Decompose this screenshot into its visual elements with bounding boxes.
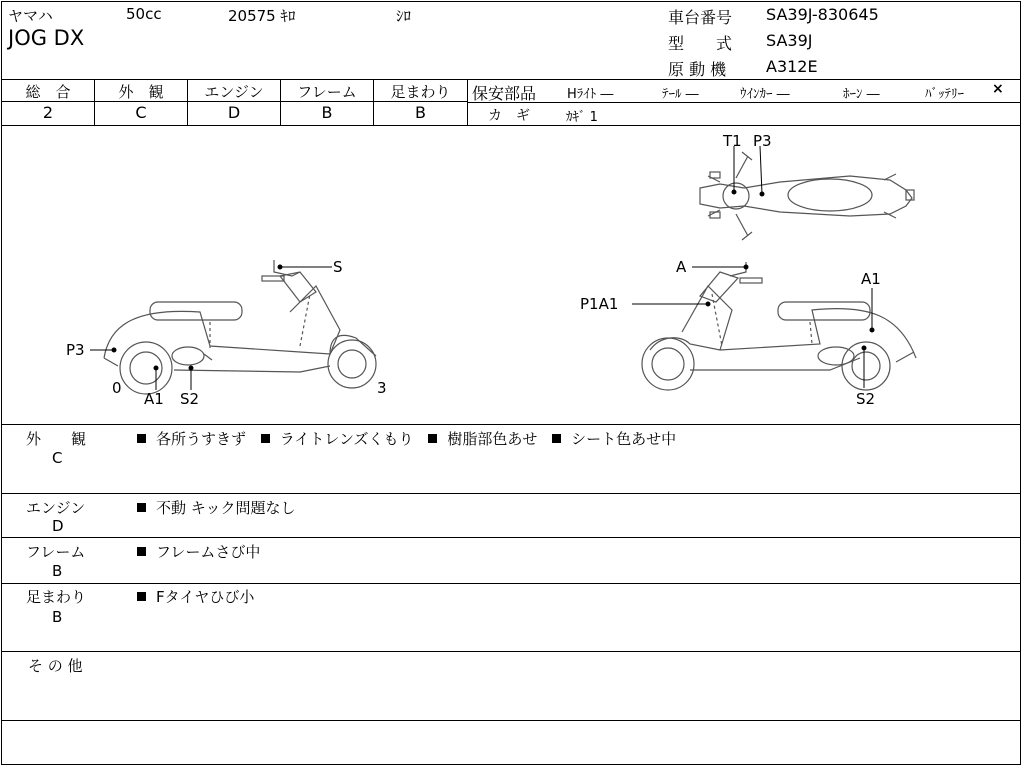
- divider: [467, 79, 468, 125]
- remark-frame-label: フレーム: [26, 543, 86, 561]
- remark-engine-notes: [137, 497, 295, 518]
- engine-grade: D: [227, 103, 241, 122]
- suspension-grade-label: 足まわり: [390, 83, 451, 101]
- type-value: SA39J: [766, 31, 813, 50]
- divider: [1, 651, 1021, 652]
- note: Fタイヤひび小: [156, 588, 255, 606]
- note: シート色あせ中: [571, 430, 677, 448]
- label-left-a1: A1: [144, 390, 164, 408]
- note: 各所うすきず: [156, 430, 247, 448]
- remark-frame-notes: [137, 541, 260, 562]
- label-right-s2: S2: [856, 390, 876, 408]
- label-right-a1: A1: [861, 270, 881, 288]
- frame-grade: B: [321, 103, 333, 122]
- remark-frame-grade: B: [52, 562, 63, 580]
- suspension-grade: B: [415, 103, 426, 122]
- key-value: ｶｷﾞ 1: [566, 110, 598, 125]
- scooter-top-view-drawing: [700, 152, 914, 240]
- remark-engine-grade: D: [52, 517, 64, 535]
- label-top-t1: T1: [723, 132, 742, 150]
- label-right-p1a1: P1A1: [580, 295, 619, 313]
- mileage: 20575 ｷﾛ: [228, 7, 296, 25]
- remark-suspension-notes: [137, 586, 254, 607]
- model-name: JOG DX: [8, 26, 85, 50]
- safety-tail: ﾃｰﾙ ―: [662, 87, 699, 102]
- remark-exterior-label: 外 観: [26, 430, 87, 448]
- type-label: 型 式: [668, 34, 733, 53]
- exterior-label: 外 観: [118, 83, 164, 101]
- note: 不動 キック問題なし: [156, 499, 296, 517]
- note: フレームさび中: [156, 543, 261, 561]
- note: 樹脂部色あせ: [447, 430, 538, 448]
- safety-winker: ｳｲﾝｶｰ ―: [740, 87, 790, 102]
- label-right-a: A: [676, 258, 687, 276]
- remark-suspension-grade: B: [52, 608, 63, 626]
- safety-label: 保安部品: [472, 84, 537, 103]
- damage-diagram: [0, 126, 1022, 424]
- label-top-p3: P3: [753, 132, 772, 150]
- frame-grade-label: フレーム: [297, 83, 357, 101]
- safety-battery: ﾊﾞｯﾃﾘｰ: [925, 87, 964, 102]
- note: ライトレンズくもり: [279, 430, 414, 448]
- divider: [1, 537, 1021, 538]
- scooter-left-view-drawing: [104, 260, 376, 394]
- divider: [1, 720, 1021, 721]
- key-label: カ ギ: [488, 108, 530, 124]
- label-left-s2: S2: [180, 390, 200, 408]
- displacement: 50cc: [126, 5, 162, 23]
- label-left-3: 3: [377, 379, 387, 397]
- engine-label: 原 動 機: [668, 60, 727, 79]
- remark-suspension-label: 足まわり: [26, 588, 87, 606]
- divider: [468, 102, 1021, 103]
- frame-no-label: 車台番号: [668, 8, 733, 27]
- remark-other-label: そ の 他: [28, 657, 83, 675]
- divider: [1, 79, 1021, 80]
- divider: [1, 424, 1021, 425]
- maker: ヤマハ: [8, 7, 53, 25]
- engine-grade-label: エンジン: [204, 83, 264, 101]
- divider: [1, 493, 1021, 494]
- remark-exterior-notes: [137, 428, 676, 449]
- engine-value: A312E: [766, 57, 818, 76]
- safety-h-light: Hﾗｲﾄ ―: [567, 87, 614, 102]
- battery-mark: ×: [992, 81, 1004, 97]
- label-left-s: S: [333, 258, 343, 276]
- label-left-0: 0: [112, 379, 122, 397]
- divider: [1, 583, 1021, 584]
- color: ｼﾛ: [396, 7, 412, 25]
- overall-label: 総 合: [25, 83, 71, 101]
- safety-horn: ﾎｰﾝ ―: [843, 87, 880, 102]
- frame-no: SA39J-830645: [766, 5, 879, 24]
- label-left-p3: P3: [66, 341, 85, 359]
- exterior-grade: C: [135, 103, 147, 122]
- overall-grade: 2: [42, 103, 54, 122]
- remark-engine-label: エンジン: [26, 499, 86, 517]
- remark-exterior-grade: C: [52, 449, 63, 467]
